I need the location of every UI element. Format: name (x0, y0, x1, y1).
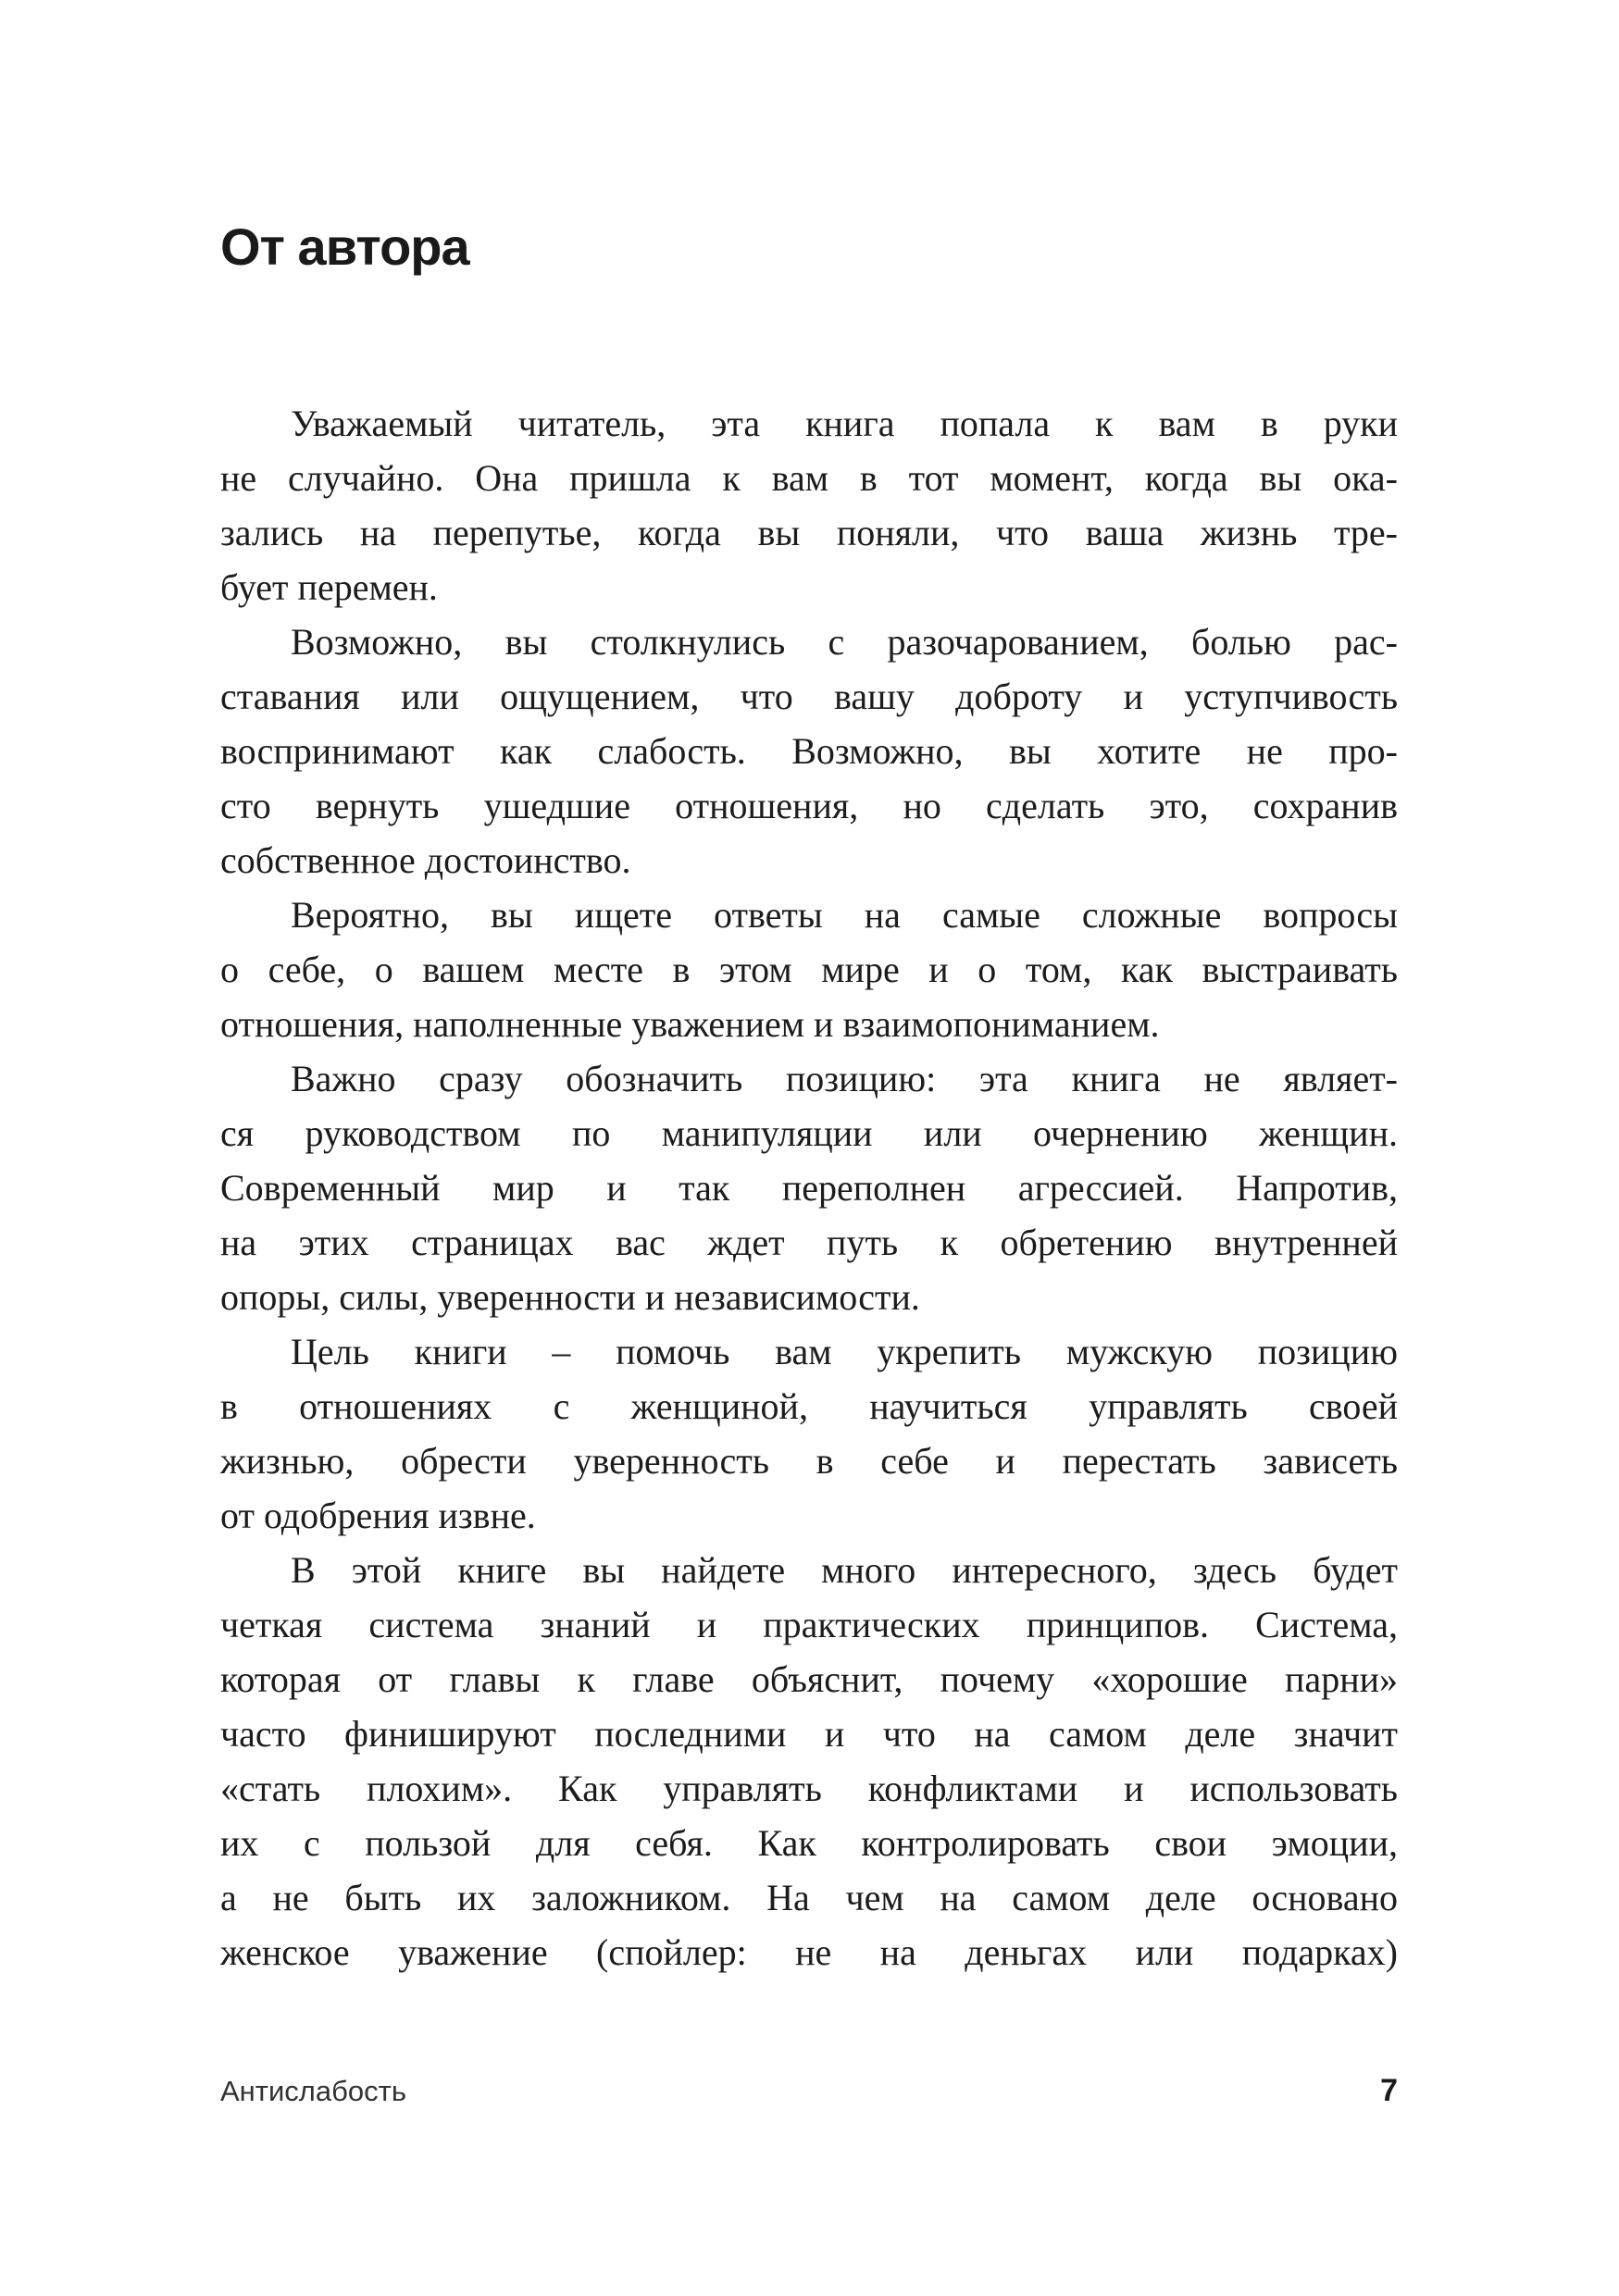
text-line: зались на перепутье, когда вы поняли, что ваша жизнь тре- (220, 512, 1398, 553)
text-line: жизнью, обрести уверенность в себе и перестать зависеть (220, 1440, 1398, 1482)
text-line: «стать плохим». Как управлять конфликтами и использовать (220, 1768, 1398, 1809)
text-line: часто финишируют последними и что на самом деле значит (220, 1713, 1398, 1755)
text-line: ся руководством по манипуляции или очернению женщин. (220, 1112, 1398, 1154)
text-line: о себе, о вашем месте в этом мире и о том, как выстраивать (220, 949, 1398, 990)
text-line: в отношениях с женщиной, научиться управлять своей (220, 1385, 1398, 1427)
text-line: от одобрения извне. (220, 1495, 536, 1536)
text-line: Современный мир и так переполнен агрессией. Напротив, (220, 1167, 1398, 1209)
body-text (220, 396, 1398, 1980)
text-line: четкая система знаний и практических принципов. Система, (220, 1604, 1398, 1645)
text-line: ставания или ощущением, что вашу доброту и уступчивость (220, 676, 1398, 717)
text-line: воспринимают как слабость. Возможно, вы хотите не про- (220, 730, 1398, 772)
text-line: опоры, силы, уверенности и независимости. (220, 1276, 920, 1318)
text-line: не случайно. Она пришла к вам в тот момент, когда вы ока- (220, 457, 1398, 499)
text-line: а не быть их заложником. На чем на самом деле основано (220, 1877, 1398, 1918)
footer-page-number: 7 (1380, 2073, 1398, 2108)
text-line: Возможно, вы столкнулись с разочарованием, болью рас- (291, 621, 1398, 663)
text-line: бует перемен. (220, 566, 438, 608)
chapter-title: От автора (220, 217, 469, 276)
text-line: их с пользой для себя. Как контролировать свои эмоции, (220, 1822, 1398, 1864)
text-line: Важно сразу обозначить позицию: эта книга не являет- (291, 1058, 1398, 1099)
text-line: сто вернуть ушедшие отношения, но сделать это, сохранив (220, 785, 1398, 826)
footer-book-title: Антислабость (220, 2075, 406, 2107)
text-line: которая от главы к главе объяснит, почему «хорошие парни» (220, 1658, 1398, 1700)
text-line: Цель книги – помочь вам укрепить мужскую позицию (291, 1331, 1398, 1372)
text-line: женское уважение (спойлер: не на деньгах или подарках) (220, 1931, 1398, 1973)
page-footer (220, 2073, 1398, 2109)
text-line: отношения, наполненные уважением и взаимопониманием. (220, 1003, 1160, 1045)
text-line: собственное достоинство. (220, 839, 631, 881)
text-line: на этих страницах вас ждет путь к обретению внутренней (220, 1222, 1398, 1263)
text-line: Вероятно, вы ищете ответы на самые сложные вопросы (291, 894, 1398, 936)
text-line: Уважаемый читатель, эта книга попала к вам в руки (291, 403, 1398, 444)
text-line: В этой книге вы найдете много интересного, здесь будет (291, 1549, 1398, 1591)
